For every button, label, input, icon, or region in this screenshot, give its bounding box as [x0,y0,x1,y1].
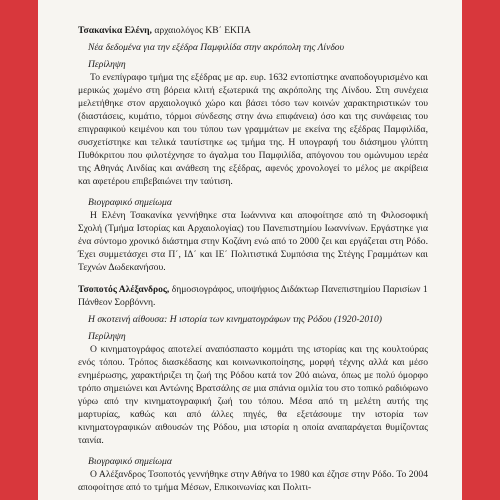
summary-text-1: Το ενεπίγραφο τμήμα της εξέδρας με αρ. ευρ. 1632 εντοπίστηκε αναποδογυρισμένο και μερικώς χωμένο στη βόρεια κλιτή εξωτερικά της ακρόπολης της Λίνδου. Στη συνέχεια μελετήθηκε στον αρχαιολογικό χώρο και βάσει τόσο των κοινών χαρακτηριστικών του (διαστάσεις, κυμάτιο, τόρμοι σύνδεσης στην άνω επιφάνεια) όσο και της συνάφειας του επιγραφικού κειμένου και του τύπου των γραμμάτων με εκείνα της εξέδρας Παμφιλίδα, συσχετίστηκε και τελικά ταυτίστηκε ως τμήμα της. Η υπογραφή του διάσημου γλύπτη Πυθόκριτου που φιλοτέχνησε το άγαλμα του Παμφιλίδα, απόγονου του ομώνυμου ιερέα της Αθηνάς Λινδίας και ανάθεση της εξέδρας, αφενός χρονολογεί το μέλος με ακρίβεια και αφετέρου επιβεβαιώνει την ταύτιση. [78,72,428,187]
summary-label-2: Περίληψη [88,331,126,342]
bio-label-1: Βιογραφικό σημείωμα [88,197,172,208]
document-page [38,0,462,500]
author-name-2: Τσοποτός Αλέξανδρος, [78,284,170,295]
paper-title-2: Η σκοτεινή αίθουσα: Η ιστορία των κινηματογράφων της Ρόδου (1920-2010) [88,314,382,325]
summary-label-1: Περίληψη [88,59,126,70]
author-line-2 [78,283,428,309]
author-role-1: αρχαιολόγος ΚΒ΄ ΕΚΠΑ [151,25,251,36]
author-name-1: Τσακανίκα Ελένη, [78,25,152,36]
page-content [78,24,428,494]
bio-text-1: Η Ελένη Τσακανίκα γεννήθηκε στα Ιωάννινα και αποφοίτησε από τη Φιλοσοφική Σχολή (Τμήμα Ιστορίας και Αρχαιολογίας) του Πανεπιστημίου Ιωαννίνων. Εργάστηκε για ένα σύντομο χρονικό διάστημα στην Κοζάνη ενώ από το 2000 ζει και εργάζεται στη Ρόδο. Έχει συμμετάσχει στα Π΄, ΙΔ΄ και ΙΕ΄ Πολιτιστικά Συμπόσια της Στέγης Γραμμάτων και Τεχνών Δωδεκανήσου. [78,210,428,273]
paper-title-1: Νέα δεδομένα για την εξέδρα Παμφιλίδα στην ακρόπολη της Λίνδου [88,42,344,53]
bio-label-2: Βιογραφικό σημείωμα [88,456,172,467]
author-role-2: δημοσιογράφος, υποψήφιος Διδάκτωρ Πανεπιστημίου Παρισίων 1 Πάνθεον Σορβόννη. [78,284,428,308]
summary-text-2: Ο κινηματογράφος αποτελεί αναπόσπαστο κομμάτι της ιστορίας και της κουλτούρας ενός τόπου. Τρόπος διασκέδασης και κοινωνικοποίησης, μορφή τέχνης αλλά και μέσο ενημέρωσης, χαρακτήριζει τη ζωή της Ρόδου κατά τον 20ό αιώνα, όπως με πολύ όμορφο τρόπο σημειώνει και Αντώνης Βρατσάλης σε μια σπάνια ομιλία του στο τοπικό ραδιόφωνο γύρω από την κινηματογραφική ζωή του τόπου. Μέσα από τη μελέτη αυτής της μαρτυρίας, καθώς και από άλλες πηγές, θα εξετάσουμε την ιστορία των κινηματογραφικών αιθουσών της Ρόδου, μια ιστορία η οποία αναπαράγεται θυμίζοντας ταινία. [78,344,428,446]
bio-text-2: Ο Αλέξανδρος Τσοποτός γεννήθηκε στην Αθήνα το 1980 και έζησε στην Ρόδο. Το 2004 αποφοίτησε από το τμήμα Μέσων, Επικοινωνίας και Πολιτι- [78,469,428,493]
author-line-1 [78,24,428,37]
